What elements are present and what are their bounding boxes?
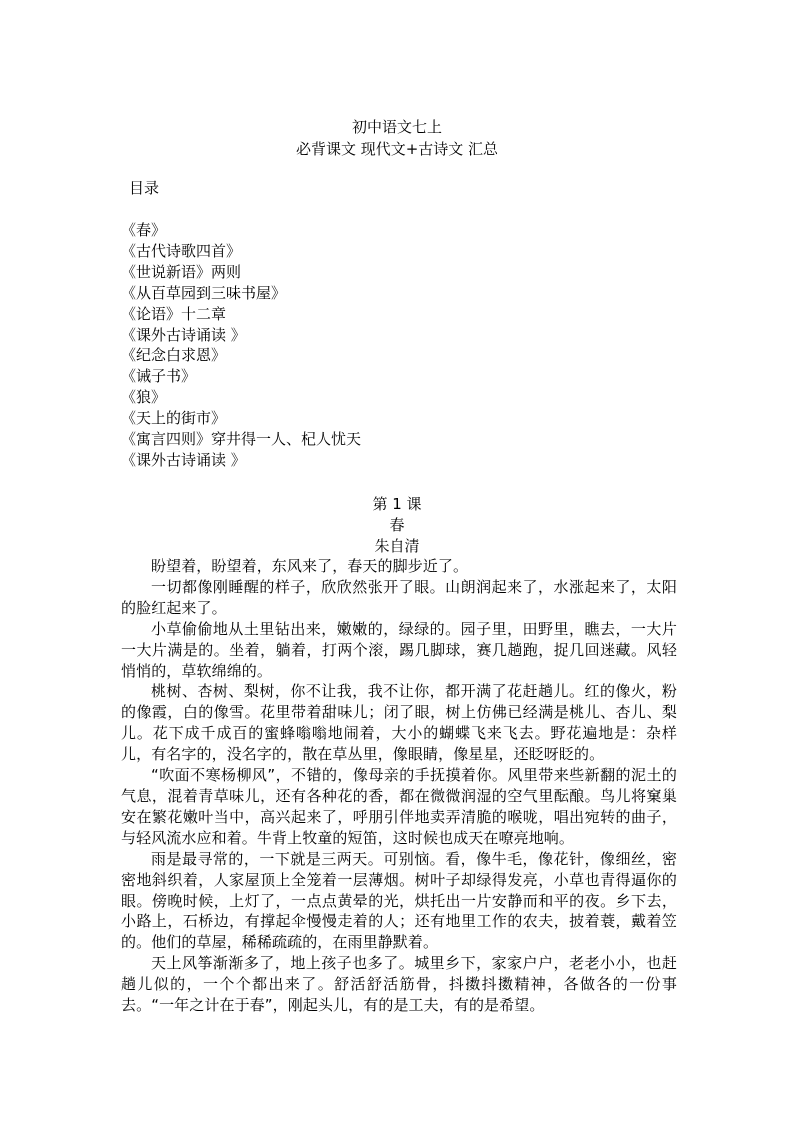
lesson-number: 第 1 课 — [372, 495, 422, 513]
lesson-body — [121, 556, 677, 1016]
document-subtitle: 必背课文 现代文+古诗文 汇总 — [295, 140, 499, 158]
toc-heading: 目录 — [129, 179, 160, 197]
lesson-title: 春 — [389, 516, 405, 534]
document-title: 初中语文七上 — [351, 118, 442, 136]
body-paragraph: 天上风筝渐渐多了，地上孩子也多了。城里乡下，家家户户，老老小小，也赶趟儿似的，一个个都出来了。舒活舒活筋骨，抖擞抖擞精神，各做各的一份事去。“一年之计在于春”，刚起头儿，有的是工夫，有的是希望。 — [121, 954, 677, 1015]
toc-item: 《诫子书》 — [121, 367, 197, 386]
lesson-author: 朱自清 — [374, 537, 420, 555]
body-paragraph: 雨是最寻常的，一下就是三两天。可别恼。看，像牛毛，像花针，像细丝，密密地斜织着，人家屋顶上全笼着一层薄烟。树叶子却绿得发亮，小草也青得逼你的眼。傍晚时候，上灯了，一点点黄晕的光，烘托出一片安静而和平的夜。乡下去，小路上，石桥边，有撑起伞慢慢走着的人；还有地里工作的农夫，披着蓑，戴着笠的。他们的草屋，稀稀疏疏的，在雨里静默着。 — [121, 849, 677, 952]
table-of-contents — [121, 220, 361, 471]
toc-item: 《世说新语》两则 — [121, 262, 242, 281]
toc-item: 《春》 — [121, 221, 167, 239]
toc-item: 《狼》 — [121, 388, 167, 407]
toc-item: 《课外古诗诵读 》 — [121, 450, 246, 469]
body-paragraph: 桃树、杏树、梨树，你不让我，我不让你，都开满了花赶趟儿。红的像火，粉的像霞，白的像雪。花里带着甜味儿；闭了眼，树上仿佛已经满是桃儿、杏儿、梨儿。花下成千成百的蜜蜂嗡嗡地闹着，大小的蝴蝶飞来飞去。野花遍地是：杂样儿，有名字的，没名字的，散在草丛里，像眼睛，像星星，还眨呀眨的。 — [121, 682, 677, 764]
toc-item: 《课外古诗诵读 》 — [121, 325, 246, 344]
body-paragraph: “吹面不寒杨柳风”，不错的，像母亲的手抚摸着你。风里带来些新翻的泥土的气息，混着青草味儿，还有各种花的香，都在微微润湿的空气里酝酿。鸟儿将窠巢安在繁花嫩叶当中，高兴起来了，呼朋引伴地卖弄清脆的喉咙，唱出宛转的曲子，与轻风流水应和着。牛背上牧童的短笛，这时候也成天在嘹亮地响。 — [121, 766, 677, 847]
toc-item: 《纪念白求恩》 — [121, 346, 227, 365]
toc-item: 《从百草园到三味书屋》 — [121, 283, 287, 302]
body-paragraph: 一切都像刚睡醒的样子，欣欣然张开了眼。山朗润起来了，水涨起来了，太阳的脸红起来了。 — [121, 577, 677, 617]
toc-item: 《天上的街市》 — [121, 409, 227, 428]
body-paragraph: 盼望着，盼望着，东风来了，春天的脚步近了。 — [151, 557, 469, 575]
toc-item: 《论语》十二章 — [121, 304, 227, 323]
toc-item: 《古代诗歌四首》 — [121, 241, 242, 260]
toc-item: 《寓言四则》穿井得一人、杞人忧天 — [121, 430, 362, 449]
body-paragraph: 小草偷偷地从土里钻出来，嫩嫩的，绿绿的。园子里，田野里，瞧去，一大片一大片满是的。坐着，躺着，打两个滚，踢几脚球，赛几趟跑，捉几回迷藏。风轻悄悄的，草软绵绵的。 — [121, 619, 677, 680]
